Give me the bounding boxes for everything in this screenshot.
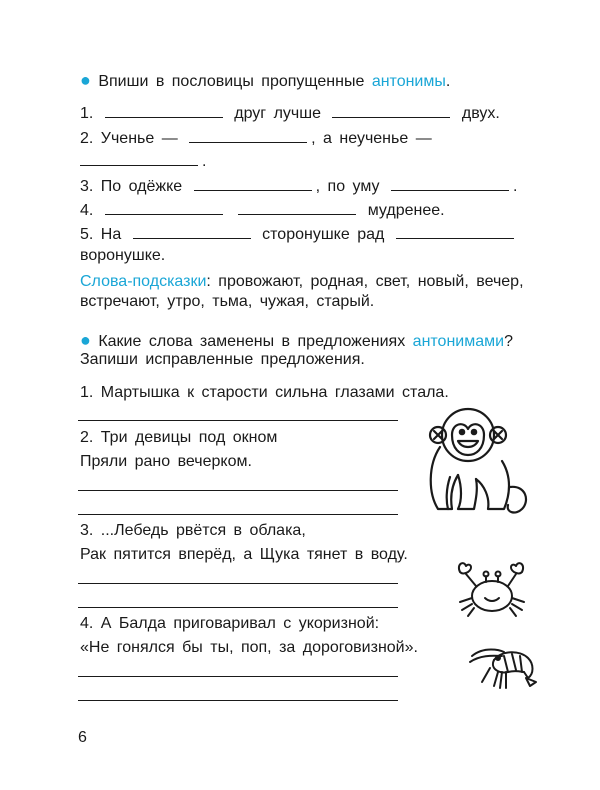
sentence-2b: Пряли рано вечерком. [80,453,252,470]
blank-field[interactable] [105,103,223,118]
answer-line[interactable] [78,700,398,701]
hint-words: Слова-подсказки: провожают, родная, свет, новый, вечер, [80,273,524,290]
proverb-2: 2. Ученье — , а неученье — [80,130,432,147]
sentence-4a: 4. А Балда приговаривал с укоризной: [80,615,380,632]
sentence-4b: «Не гонялся бы ты, поп, за дороговизной». [80,639,418,656]
proverb-1: 1. друг лучше двух. [80,105,500,122]
proverb-5: 5. На сторонушке рад [80,224,518,245]
blank-field[interactable] [105,200,223,215]
blank-field[interactable] [194,176,312,191]
blank-field[interactable] [396,224,514,239]
proverb-5-cont: воронушке. [80,247,166,264]
sentence-3b: Рак пятится вперёд, а Щука тянет в воду. [80,546,408,563]
highlight-antonyms: антонимами [412,333,505,350]
answer-line[interactable] [78,514,398,515]
proverb-3: 3. По одёжке , по уму . [80,178,518,195]
task1-instruction: ● Впиши в пословицы пропущенные антонимы. [80,70,451,90]
blank-field[interactable] [189,128,307,143]
hint-label: Слова-подсказки [80,273,207,290]
answer-line[interactable] [78,676,398,677]
bullet-icon: ● [80,330,91,350]
task2-instruction-cont: Запиши исправленные предложения. [80,351,365,368]
crab-icon [452,560,534,620]
answer-line[interactable] [78,490,398,491]
shrimp-icon [468,642,550,694]
task2-instruction: ● Какие слова заменены в предложениях антонимами? [80,330,513,350]
hint-words-cont: встречают, утро, тьма, чужая, старый. [80,293,375,310]
proverb-2-cont: . [76,151,206,172]
sentence-3a: 3. ...Лебедь рвётся в облака, [80,522,306,539]
page-number: 6 [78,729,87,746]
answer-line[interactable] [78,420,398,421]
sentence-2a: 2. Три девицы под окном [80,429,278,446]
sentence-1: 1. Мартышка к старости сильна глазами стала. [80,384,449,401]
blank-field[interactable] [238,200,356,215]
blank-field[interactable] [80,151,198,166]
proverb-4: 4. мудренее. [80,202,445,219]
blank-field[interactable] [332,103,450,118]
blank-field[interactable] [391,176,509,191]
highlight-antonyms: антонимы [371,73,446,90]
answer-line[interactable] [78,583,398,584]
monkey-icon [418,405,533,525]
bullet-icon: ● [80,70,91,90]
blank-field[interactable] [133,224,251,239]
answer-line[interactable] [78,607,398,608]
